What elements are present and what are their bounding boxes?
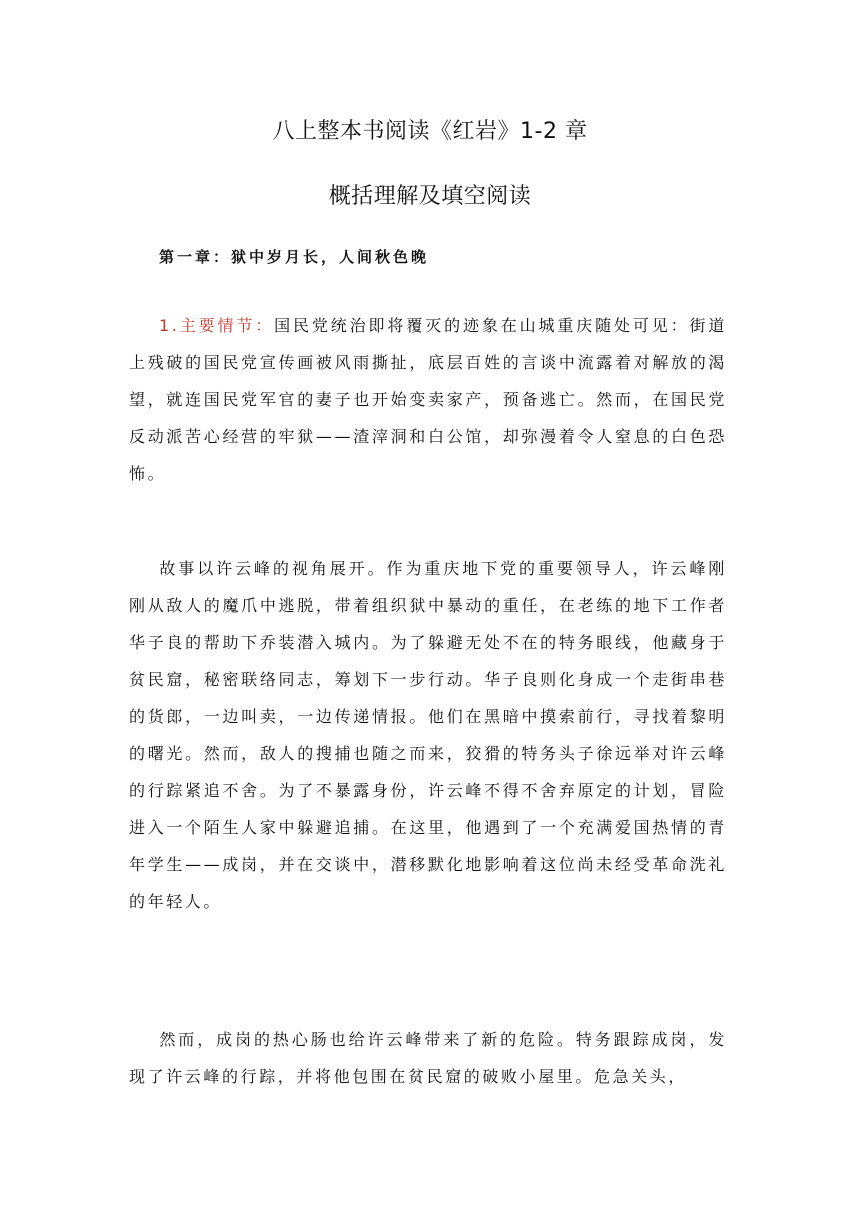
chapter-heading: 第一章：狱中岁月长，人间秋色晚 <box>159 248 430 266</box>
plot-label: 1.主要情节： <box>159 316 275 335</box>
paragraph-text: 国民党统治即将覆灭的迹象在山城重庆随处可见：街道上残破的国民党宣传画被风雨撕扯，底层百姓的言谈中流露着对解放的渴望，就连国民党军官的妻子也开始变卖家产，预备逃亡。然而，在国民党反动派苦心经营的牢狱——渣滓洞和白公馆，却弥漫着令人窒息的白色恐怖。 <box>129 316 728 483</box>
document-subtitle: 概括理解及填空阅读 <box>328 184 532 209</box>
paragraph-plot-summary <box>129 307 727 492</box>
paragraph-danger <box>129 1021 727 1095</box>
paragraph-story <box>129 550 727 920</box>
paragraph-text: 故事以许云峰的视角展开。作为重庆地下党的重要领导人，许云峰刚刚从敌人的魔爪中逃脱，带着组织狱中暴动的重任，在老练的地下工作者华子良的帮助下乔装潜入城内。为了躲避无处不在的特务眼线，他藏身于贫民窟，秘密联络同志，筹划下一步行动。华子良则化身成一个走街串巷的货郎，一边叫卖，一边传递情报。他们在黑暗中摸索前行，寻找着黎明的曙光。然而，敌人的搜捕也随之而来，狡猾的特务头子徐远举对许云峰的行踪紧追不舍。为了不暴露身份，许云峰不得不舍弃原定的计划，冒险进入一个陌生人家中躲避追捕。在这里，他遇到了一个充满爱国热情的青年学生——成岗，并在交谈中，潜移默化地影响着这位尚未经受革命洗礼的年轻人。 <box>129 559 727 911</box>
paragraph-text: 然而，成岗的热心肠也给许云峰带来了新的危险。特务跟踪成岗，发现了许云峰的行踪，并将他包围在贫民窟的破败小屋里。危急关头， <box>129 1030 727 1086</box>
document-title: 八上整本书阅读《红岩》1-2 章 <box>272 119 588 144</box>
